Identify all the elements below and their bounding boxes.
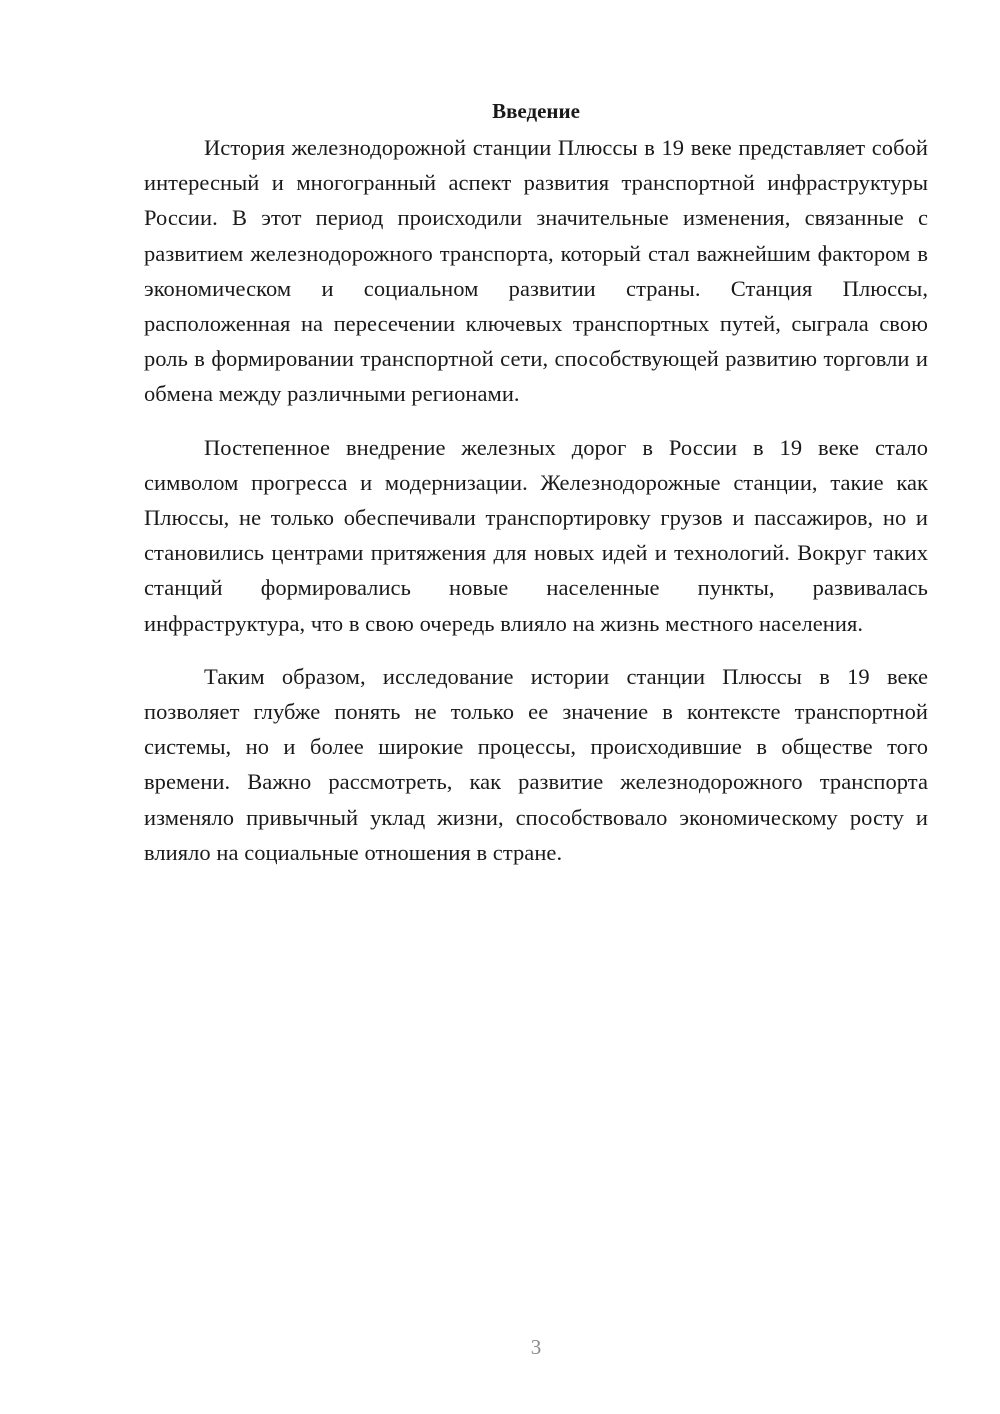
paragraph-3: Таким образом, исследование истории станции Плюссы в 19 веке позволяет глубже понять не только ее значение в контексте транспортной системы, но и более широкие процессы, происходившие в обществе того времени. Важно рассмотреть, как развитие железнодорожного транспорта изменяло привычный уклад жизни, способствовало экономическому росту и влияло на социальные отношения в стране. (144, 663, 928, 865)
page-body (144, 96, 928, 870)
paragraph-1: История железнодорожной станции Плюссы в 19 веке представляет собой интересный и многогранный аспект развития транспортной инфраструктуры России. В этот период происходили значительные изменения, связанные с развитием железнодорожного транспорта, который стал важнейшим фактором в экономическом и социальном развитии страны. Станция Плюссы, расположенная на пересечении ключевых транспортных путей, сыграла свою роль в формировании транспортной сети, способствующей развитию торговли и обмена между различными регионами. (144, 135, 928, 407)
page-number: 3 (530, 1335, 542, 1359)
section-heading: Введение (492, 99, 580, 123)
paragraph-2: Постепенное внедрение железных дорог в России в 19 веке стало символом прогресса и модернизации. Железнодорожные станции, такие как Плюссы, не только обеспечивали транспортировку грузов и пассажиров, но и становились центрами притяжения для новых идей и технологий. Вокруг таких станций формировались новые населенные пункты, развивалась инфраструктура, что в свою очередь влияло на жизнь местного населения. (144, 434, 928, 636)
